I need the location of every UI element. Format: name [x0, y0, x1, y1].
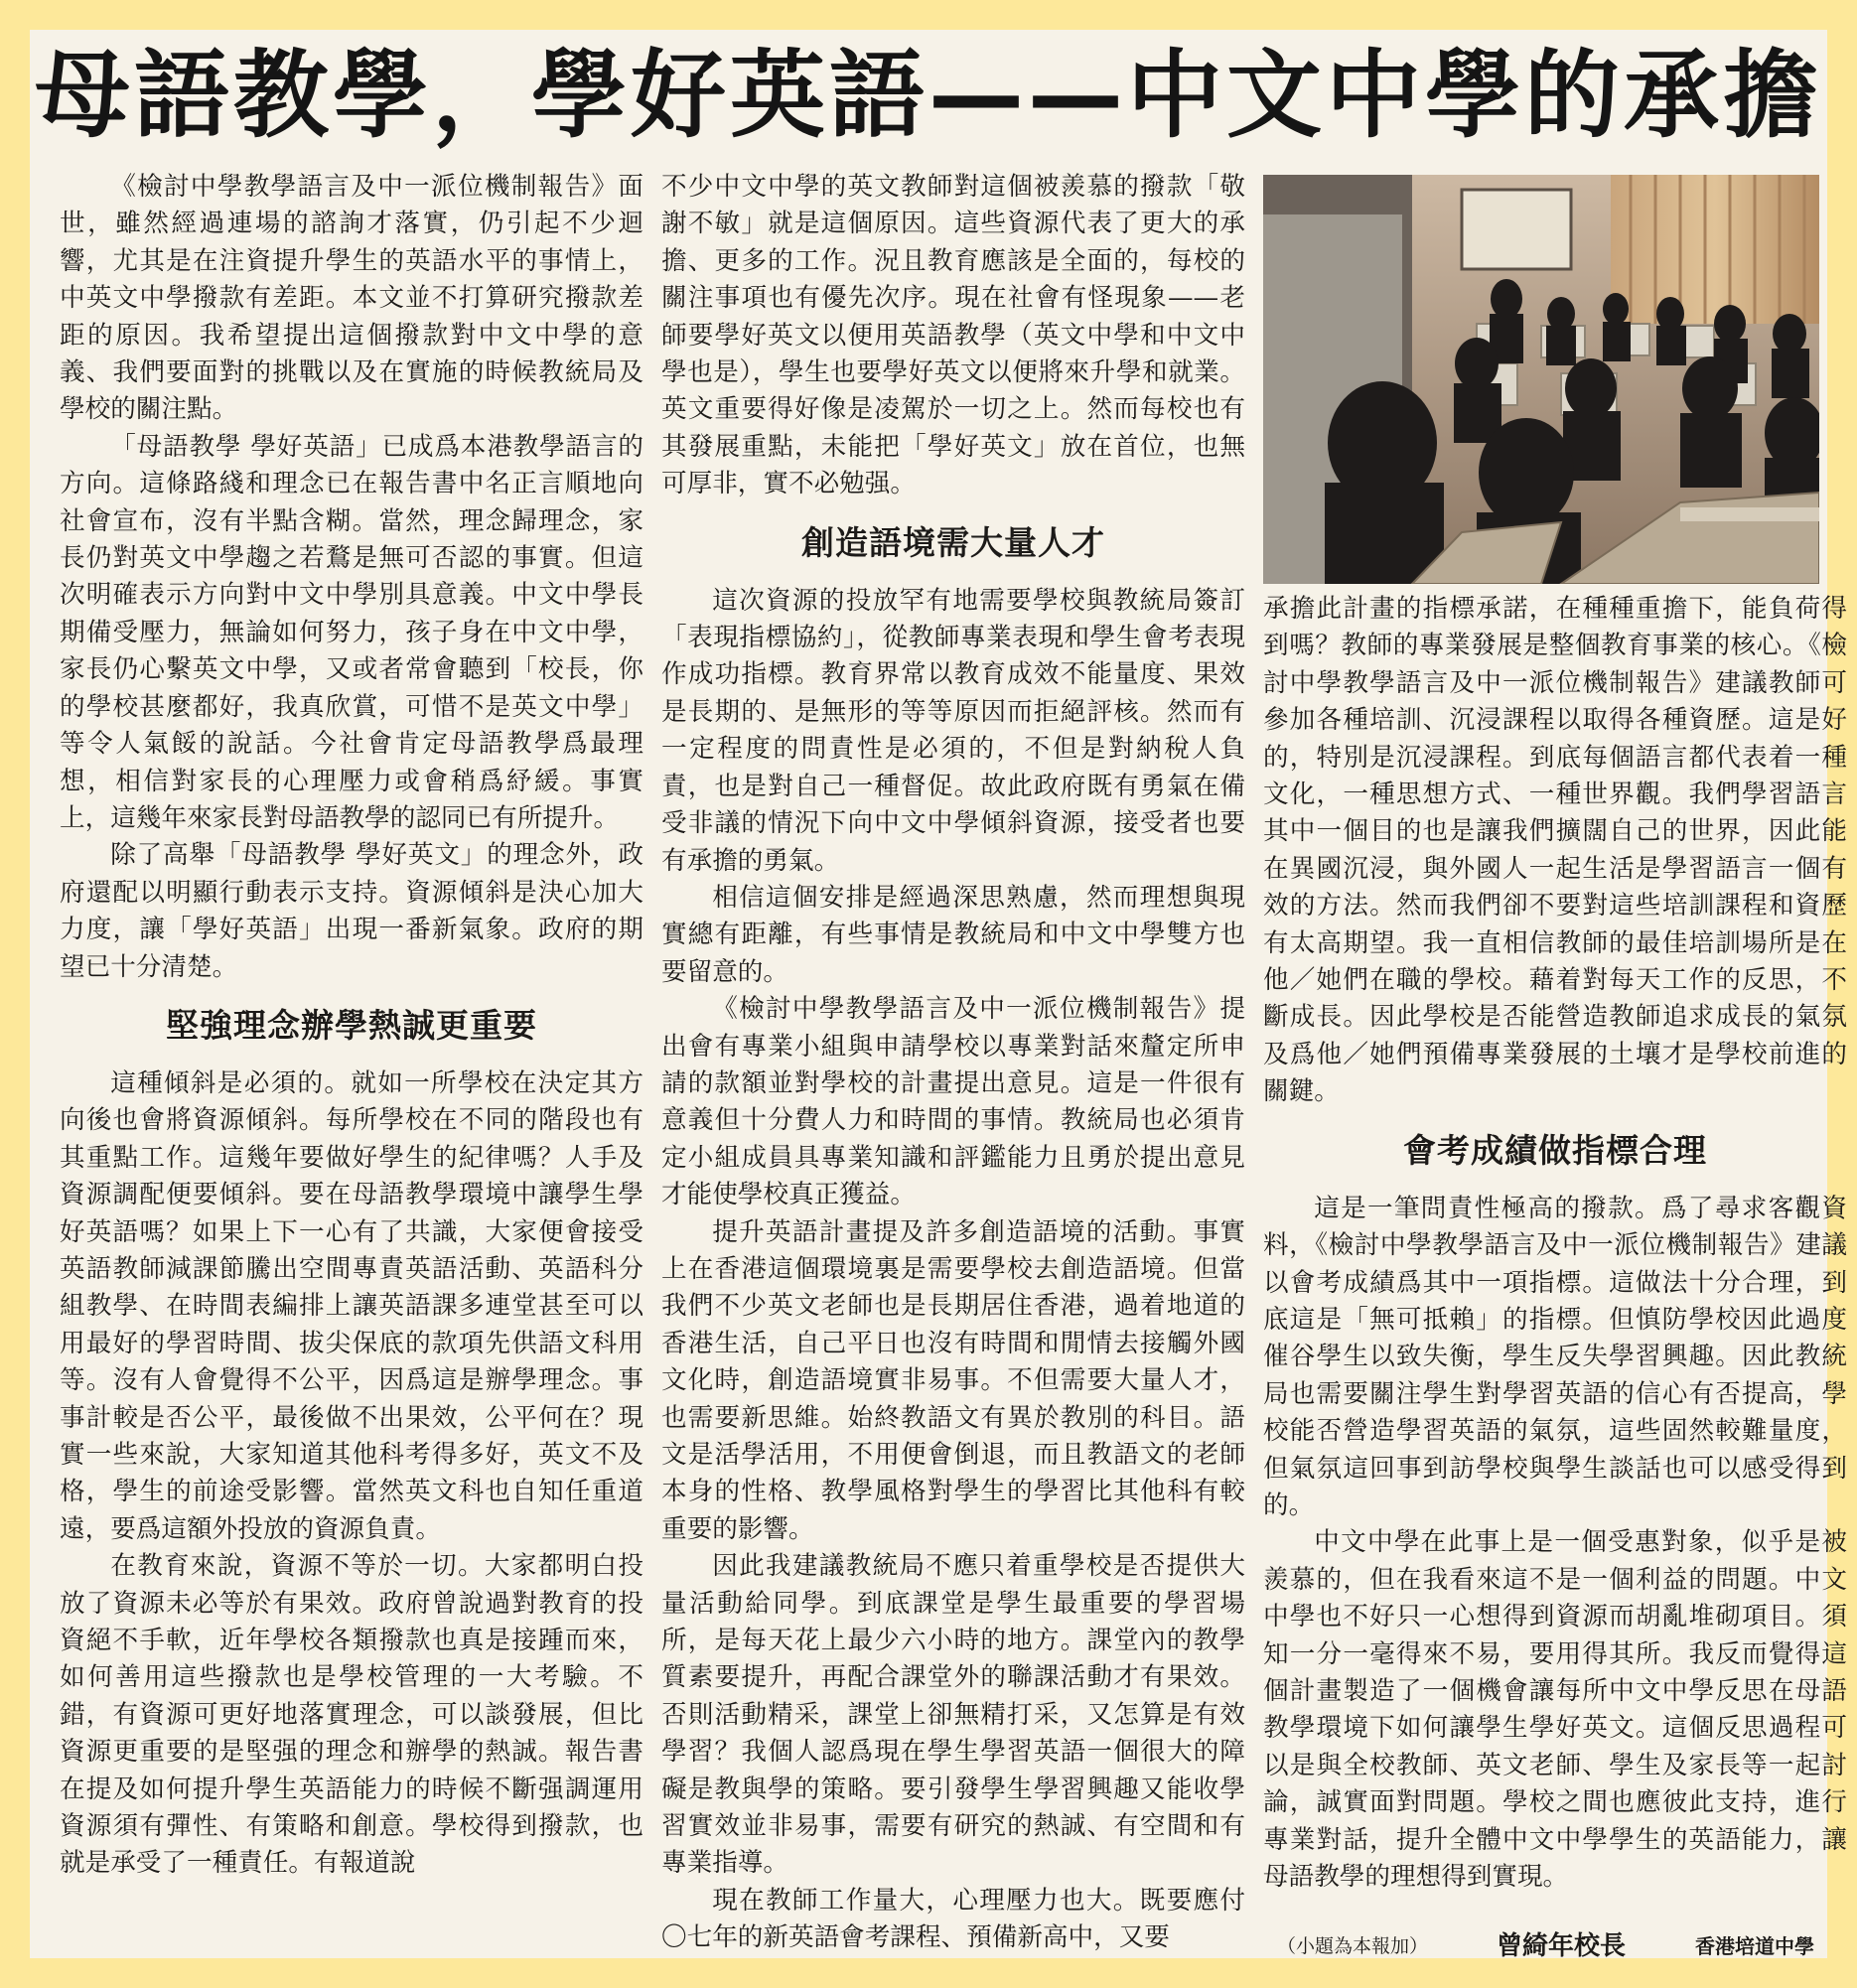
subheading: 會考成績做指標合理	[1403, 1130, 1707, 1170]
subheading: 創造語境需大量人才	[801, 522, 1105, 562]
paragraph: 這種傾斜是必須的。就如一所學校在決定其方向後也會將資源傾斜。每所學校在不同的階段也有其重點工作。這幾年要做好學生的紀律嗎？人手及資源調配便要傾斜。要在母語教學環境中讓學生學好英語嗎？如果上下一心有了共識，大家便會接受英語教師減課節騰出空間專責英語活動、英語科分組教學、在時間表編排上讓英語課多連堂甚至可以用最好的學習時間、拔尖保底的款項先供語文科用等。沒有人會覺得不公平，因爲這是辦學理念。事事計較是否公平，最後做不出果效，公平何在？現實一些來說，大家知道其他科考得多好，英文不及格，學生的前途受影響。當然英文科也自知任重道遠，要爲這額外投放的資源負責。	[60, 1067, 643, 1544]
paragraph: 在教育來說，資源不等於一切。大家都明白投放了資源未必等於有果效。政府曾說過對教育的投資絕不手軟，近年學校各類撥款也真是接踵而來，如何善用這些撥款也是學校管理的一大考驗。不錯，有資源可更好地落實理念，可以談發展，但比資源更重要的是堅强的理念和辦學的熱誠。報告書在提及如何提升學生英語能力的時候不斷强調運用資源須有彈性、有策略和創意。學校得到撥款，也就是承受了一種責任。有報道說	[60, 1551, 643, 1879]
column-1	[60, 169, 643, 1883]
subheading: 堅強理念辦學熱誠更重要	[166, 1005, 537, 1045]
column-2	[661, 169, 1245, 1957]
classroom-photo	[1263, 175, 1819, 584]
paragraph: 「母語教學 學好英語」已成爲本港教學語言的方向。這條路綫和理念已在報告書中名正言順地向社會宣布，沒有半點含糊。當然，理念歸理念，家長仍對英文中學趨之若鶩是無可否認的事實。但這次明確表示方向對中文中學別具意義。中文中學長期備受壓力，無論如何努力，孩子身在中文中學，家長仍心繫英文中學，又或者常會聽到「校長，你的學校甚麼都好，我真欣賞，可惜不是英文中學」等令人氣餒的說話。今社會肯定母語教學爲最理想，相信對家長的心理壓力或會稍爲紓緩。事實上，這幾年來家長對母語教學的認同已有所提升。	[60, 431, 643, 833]
headline: 母語教學，學好英語——中文中學的承擔	[35, 40, 1822, 151]
column-3	[1263, 591, 1847, 1896]
paragraph: 提升英語計畫提及許多創造語境的活動。事實上在香港這個環境裏是需要學校去創造語境。但當我們不少英文老師也是長期居住香港，過着地道的香港生活，自己平日也沒有時間和閒情去接觸外國文化時，創造語境實非易事。不但需要大量人才，也需要新思維。始終教語文有異於教別的科目。語文是活學活用，不用便會倒退，而且教語文的老師本身的性格、教學風格對學生的學習比其他科有較重要的影響。	[661, 1216, 1245, 1544]
paragraph: 因此我建議教統局不應只着重學校是否提供大量活動給同學。到底課堂是學生最重要的學習場所，是每天花上最少六小時的地方。課堂內的教學質素要提升，再配合課堂外的聯課活動才有果效。否則活動精采，課堂上卻無精打采，又怎算是有效學習？我個人認爲現在學生學習英語一個很大的障礙是教與學的策略。要引發學生學習興趣又能收學習實效並非易事，需要有研究的熱誠、有空間和有專業指導。	[661, 1551, 1245, 1879]
paragraph: 這是一筆問責性極高的撥款。爲了尋求客觀資料，《檢討中學教學語言及中一派位機制報告》建議以會考成績爲其中一項指標。這做法十分合理，到底這是「無可抵賴」的指標。但慎防學校因此過度催谷學生以致失衡，學生反失學習興趣。因此教統局也需要關注學生對學習英語的信心有否提高，學校能否營造學習英語的氣氛，這些固然較難量度，但氣氛這回事到訪學校與學生談話也可以感受得到的。	[1263, 1193, 1847, 1520]
paragraph: 不少中文中學的英文教師對這個被羨慕的撥款「敬謝不敏」就是這個原因。這些資源代表了更大的承擔、更多的工作。況且教育應該是全面的，每校的關注事項也有優先次序。現在社會有怪現象——老師要學好英文以便用英語教學（英文中學和中文中學也是），學生也要學好英文以便將來升學和就業。英文重要得好像是凌駕於一切之上。然而每校也有其發展重點，未能把「學好英文」放在首位，也無可厚非，實不必勉强。	[661, 172, 1245, 499]
paragraph: 《檢討中學教學語言及中一派位機制報告》提出會有專業小組與申請學校以專業對話來釐定所申請的款額並對學校的計畫提出意見。這是一件很有意義但十分費人力和時間的事情。教統局也必須肯定小組成員具專業知識和評鑑能力且勇於提出意見才能使學校真正獲益。	[661, 994, 1245, 1210]
author-school: 香港培道中學	[1695, 1934, 1814, 1958]
paragraph: 除了高舉「母語教學 學好英文」的理念外，政府還配以明顯行動表示支持。資源傾斜是決心加大力度，讓「學好英語」出現一番新氣象。政府的期望已十分清楚。	[60, 840, 643, 982]
paragraph: 中文中學在此事上是一個受惠對象，似乎是被羨慕的，但在我看來這不是一個利益的問題。中文中學也不好只一心想得到資源而胡亂堆砌項目。須知一分一毫得來不易，要用得其所。我反而覺得這個計畫製造了一個機會讓每所中文中學反思在母語教學環境下如何讓學生學好英文。這個反思過程可以是與全校教師、英文老師、學生及家長等一起討論，誠實面對問題。學校之間也應彼此支持，進行專業對話，提升全體中文中學學生的英語能力，讓母語教學的理想得到實現。	[1263, 1527, 1847, 1892]
paragraph: 現在教師工作量大，心理壓力也大。既要應付〇七年的新英語會考課程、預備新高中，又要	[661, 1885, 1245, 1953]
paragraph: 《檢討中學教學語言及中一派位機制報告》面世，雖然經過連場的諮詢才落實，仍引起不少迴響，尤其是在注資提升學生的英語水平的事情上，中英文中學撥款有差距。本文並不打算研究撥款差距的原因。我希望提出這個撥款對中文中學的意義、我們要面對的挑戰以及在實施的時候教統局及學校的關注點。	[60, 172, 643, 425]
paragraph: 相信這個安排是經過深思熟慮，然而理想與現實總有距離，有些事情是教統局和中文中學雙方也要留意的。	[661, 882, 1245, 987]
paragraph: 承擔此計畫的指標承諾，在種種重擔下，能負荷得到嗎？教師的專業發展是整個教育事業的核心。《檢討中學教學語言及中一派位機制報告》建議教師可參加各種培訓、沉浸課程以取得各種資歷。這是好的，特別是沉浸課程。到底每個語言都代表着一種文化，一種思想方式、一種世界觀。我們學習語言其中一個目的也是讓我們擴闊自己的世界，因此能在異國沉浸，與外國人一起生活是學習語言一個有效的方法。然而我們卻不要對這些培訓課程和資歷有太高期望。我一直相信教師的最佳培訓場所是在他／她們在職的學校。藉着對每天工作的反思，不斷成長。因此學校是否能營造教師追求成長的氣氛及爲他／她們預備專業發展的土壤才是學校前進的關鍵。	[1263, 594, 1847, 1107]
author-name: 曾綺年校長	[1497, 1931, 1627, 1961]
paragraph: 這次資源的投放罕有地需要學校與教統局簽訂「表現指標協約」，從教師專業表現和學生會考表現作成功指標。教育界常以教育成效不能量度、果效是長期的、是無形的等等原因而拒絕評核。然而有一定程度的問責性是必須的，不但是對納稅人負責，也是對自己一種督促。故此政府既有勇氣在備受非議的情況下向中文中學傾斜資源，接受者也要有承擔的勇氣。	[661, 585, 1245, 876]
subhead-note: （小題為本報加）	[1277, 1935, 1429, 1957]
newspaper-clipping	[30, 30, 1847, 1961]
